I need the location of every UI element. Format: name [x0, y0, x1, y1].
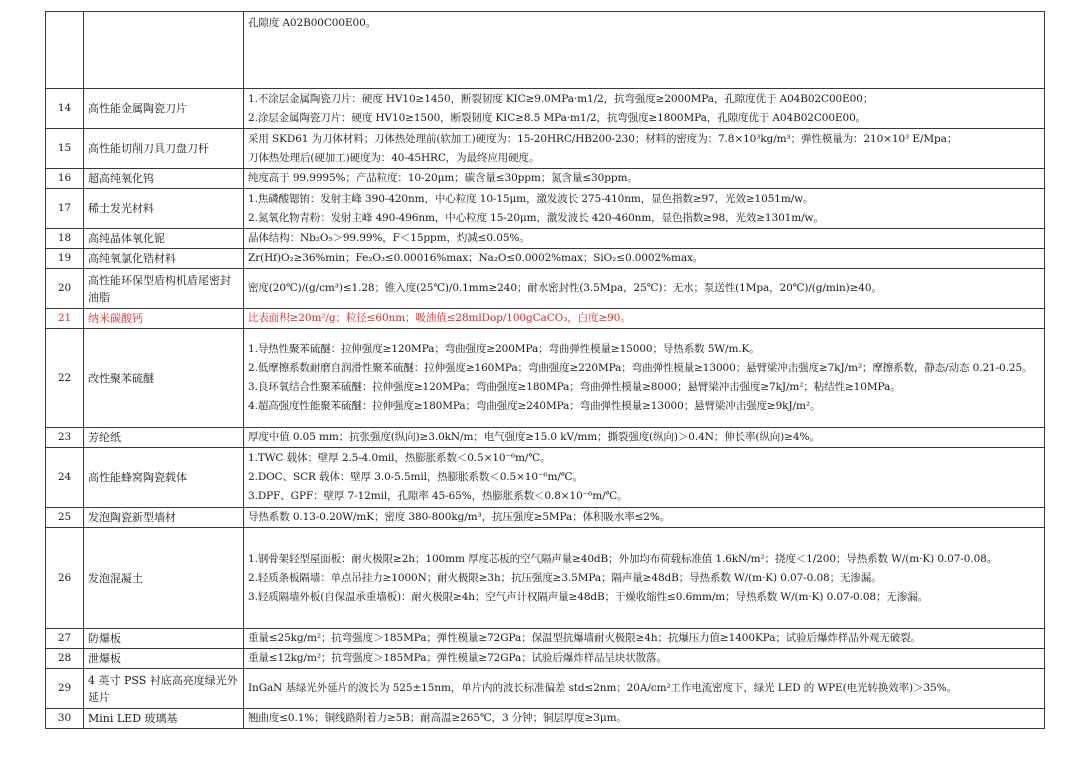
row-number: 19 — [46, 249, 84, 269]
spec-line: 3.DPF、GPF：壁厚 7-12mil，孔隙率 45-65%，热膨胀系数＜0.8×10⁻⁶m/℃。 — [248, 490, 628, 502]
product-name: 高纯晶体氧化铌 — [84, 229, 244, 249]
table-row — [46, 448, 1045, 508]
table-row — [46, 528, 1045, 629]
spec-cell — [244, 428, 1045, 448]
spec-cell — [244, 649, 1045, 669]
product-name: 高性能切削刀具刀盘刀杆 — [84, 129, 244, 169]
row-number: 14 — [46, 89, 84, 129]
row-number: 20 — [46, 269, 84, 309]
spec-line: InGaN 基绿光外延片的波长为 525±15nm，单片内的波长标准偏差 std≤2nm；20A/cm²工作电流密度下，绿光 LED 的 WPE(电光转换效率)＞35%。 — [248, 682, 957, 694]
spec-cell — [244, 269, 1045, 309]
table-row — [46, 169, 1045, 189]
table-row — [46, 649, 1045, 669]
product-name: 高性能蜂窝陶瓷载体 — [84, 448, 244, 508]
product-name: 高纯氧氯化锆材料 — [84, 249, 244, 269]
spec-cell — [244, 508, 1045, 528]
spec-line: 4.超高强度性能聚苯硫醚：拉伸强度≥180MPa；弯曲强度≥240MPa；弯曲弹性模量≥13000；悬臂梁冲击强度≥9kJ/m²。 — [248, 400, 821, 412]
spec-line: 翘曲度≤0.1%；铜线路附着力≥5B；耐高温≥265℃，3 分钟；铜层厚度≥3μm。 — [248, 712, 627, 724]
row-number: 22 — [46, 329, 84, 428]
table-row-highlighted — [46, 309, 1045, 329]
row-number: 16 — [46, 169, 84, 189]
row-number: 25 — [46, 508, 84, 528]
row-number: 30 — [46, 709, 84, 729]
spec-cell — [244, 528, 1045, 629]
product-name: 发泡混凝土 — [84, 528, 244, 629]
product-name: 稀土发光材料 — [84, 189, 244, 229]
product-name: 防爆板 — [84, 629, 244, 649]
spec-cell — [244, 89, 1045, 129]
spec-line: 孔隙度 A02B00C00E00。 — [248, 17, 377, 29]
spec-line: 晶体结构：Nb₂O₅＞99.99%，F＜15ppm，灼减≤0.05%。 — [248, 232, 530, 244]
table-row — [46, 669, 1045, 709]
spec-line: 2.DOC、SCR 载体：壁厚 3.0-5.5mil，热膨胀系数＜0.5×10⁻⁶m/℃。 — [248, 471, 583, 483]
spec-line: 1.不涂层金属陶瓷刀片：硬度 HV10≥1450，断裂韧度 KIC≥9.0MPa·m1/2，抗弯强度≥2000MPa，孔隙度优于 A04B02C00E00； — [248, 92, 874, 105]
spec-cell — [244, 249, 1045, 269]
table-row — [46, 629, 1045, 649]
table-row — [46, 129, 1045, 169]
spec-cell — [244, 709, 1045, 729]
table-row — [46, 269, 1045, 309]
spec-cell — [244, 448, 1045, 508]
spec-line: 2.轻质条板隔墙：单点吊挂力≥1000N；耐火极限≥3h；抗压强度≥3.5MPa；隔声量≥48dB；导热系数 W/(m·K) 0.07-0.08；无渗漏。 — [248, 571, 882, 584]
row-number: 17 — [46, 189, 84, 229]
table-row — [46, 709, 1045, 729]
product-name: 泄爆板 — [84, 649, 244, 669]
spec-line: 采用 SKD61 为刀体材料；刀体热处理前(软加工)硬度为：15-20HRC/HB200-230；材料的密度为：7.8×10³kg/m³；弹性模量为：210×10³ E/Mpa； — [248, 132, 958, 145]
spec-line: 3.轻质隔墙外板(自保温承重墙板)：耐火极限≥4h；空气声计权隔声量≥48dB；干燥收缩性≤0.6mm/m；导热系数 W/(m·K) 0.07-0.08；无渗漏。 — [248, 590, 928, 603]
product-name: 高性能环保型盾构机盾尾密封油脂 — [84, 269, 244, 309]
row-number: 28 — [46, 649, 84, 669]
product-name: 4 英寸 PSS 衬底高亮度绿光外延片 — [84, 669, 244, 709]
product-name — [84, 12, 244, 89]
spec-line: 重量≤12kg/m²；抗弯强度＞185MPa；弹性模量≥72GPa；试验后爆炸样品呈块状散落。 — [248, 652, 667, 664]
spec-cell — [244, 669, 1045, 709]
table-row — [46, 12, 1045, 89]
spec-line: 纯度高于 99.9995%；产品粒度：10-20μm；碳含量≤30ppm；氮含量≤30ppm。 — [248, 172, 638, 184]
table-row — [46, 428, 1045, 448]
spec-cell — [244, 12, 1045, 89]
spec-line: 1.TWC 载体：壁厚 2.5-4.0mil，热膨胀系数＜0.5×10⁻⁶m/℃。 — [248, 452, 551, 464]
spec-line: 1.钢骨架轻型屋面板：耐火极限≥2h；100mm 厚度芯板的空气隔声量≥40dB；外加均布荷载标准值 1.6kN/m²；挠度＜1/200；导热系数 W/(m·K) 0.07-0.08。 — [248, 552, 998, 565]
spec-cell — [244, 229, 1045, 249]
product-name: 芳纶纸 — [84, 428, 244, 448]
spec-line: 1.焦磷酸锶铕：发射主峰 390-420nm，中心粒度 10-15μm，激发波长 275-410nm，显色指数≥97，光效≥1051m/w。 — [248, 192, 814, 205]
spec-cell — [244, 189, 1045, 229]
product-name: 发泡陶瓷新型墙材 — [84, 508, 244, 528]
spec-line: 重量≤25kg/m²；抗弯强度＞185MPa；弹性模量≥72GPa；保温型抗爆墙耐火极限≥4h；抗爆压力值≥1400KPa；试验后爆炸样品外观无破裂。 — [248, 632, 921, 644]
spec-cell — [244, 629, 1045, 649]
spec-line: 密度(20℃)/(g/cm³)≤1.28；锥入度(25℃)/0.1mm≥240；耐水密封性(3.5Mpa，25℃)：无水；泵送性(1Mpa，20℃)/(g/min)≥40。 — [248, 282, 882, 294]
spec-line: 2.涂层金属陶瓷刀片：硬度 HV10≥1500，断裂韧度 KIC≥8.5 MPa·m1/2，抗弯强度≥1800MPa，孔隙度优于 A04B02C00E00。 — [248, 111, 867, 124]
product-name: 超高纯氧化钨 — [84, 169, 244, 189]
spec-line: Zr(Hf)O₂≥36%min；Fe₂O₃≤0.00016%max；Na₂O≤0.0002%max；SiO₂≤0.0002%max。 — [248, 252, 704, 264]
spec-cell — [244, 129, 1045, 169]
table-row — [46, 89, 1045, 129]
row-number: 21 — [46, 309, 84, 329]
row-number — [46, 12, 84, 89]
table-row — [46, 189, 1045, 229]
row-number: 18 — [46, 229, 84, 249]
product-name: 高性能金属陶瓷刀片 — [84, 89, 244, 129]
row-number: 29 — [46, 669, 84, 709]
product-name: 纳米碳酸钙 — [84, 309, 244, 329]
row-number: 27 — [46, 629, 84, 649]
row-number: 15 — [46, 129, 84, 169]
table-row — [46, 329, 1045, 428]
spec-line: 刀体热处理后(硬加工)硬度为：40-45HRC，为最终应用硬度。 — [248, 151, 540, 164]
spec-table — [45, 11, 1045, 729]
spec-line: 1.导热性聚苯硫醚：拉伸强度≥120MPa；弯曲强度≥200MPa；弯曲弹性模量≥15000；导热系数 5W/m.K。 — [248, 343, 760, 355]
spec-line: 比表面积≥20m²/g；粒径≤60nm；吸油值≤28mlDop/100gCaCO₃，白度≥90。 — [248, 312, 631, 324]
product-name: 改性聚苯硫醚 — [84, 329, 244, 428]
spec-cell — [244, 169, 1045, 189]
spec-line: 2.氮氧化物青粉：发射主峰 490-496nm，中心粒度 15-20μm，激发波长 420-460nm，显色指数≥98，光效≥1301m/w。 — [248, 211, 824, 224]
spec-cell — [244, 329, 1045, 428]
row-number: 26 — [46, 528, 84, 629]
spec-line: 导热系数 0.13-0.20W/mK；密度 380-800kg/m³，抗压强度≥5MPa；体积吸水率≤2%。 — [248, 511, 671, 523]
spec-line: 3.良环氧结合性聚苯硫醚：拉伸强度≥120MPa；弯曲强度≥180MPa；弯曲弹性模量≥8000；悬臂梁冲击强度≥7kJ/m²；粘结性≥10MPa。 — [248, 381, 901, 393]
table-row — [46, 229, 1045, 249]
table-row — [46, 508, 1045, 528]
product-name: Mini LED 玻璃基 — [84, 709, 244, 729]
row-number: 23 — [46, 428, 84, 448]
row-number: 24 — [46, 448, 84, 508]
table-row — [46, 249, 1045, 269]
spec-line: 厚度中值 0.05 mm；抗张强度(纵向)≥3.0kN/m；电气强度≥15.0 kV/mm；撕裂强度(纵向)＞0.4N；伸长率(纵向)≥4%。 — [248, 431, 820, 443]
spec-line: 2.低摩擦系数耐磨自润滑性聚苯硫醚：拉伸强度≥160MPa；弯曲强度≥220MPa；弯曲弹性模量≥13000；悬臂梁冲击强度≥7kJ/m²；摩擦系数，静态/动态 0.21-0.25。 — [248, 362, 1033, 374]
spec-cell — [244, 309, 1045, 329]
